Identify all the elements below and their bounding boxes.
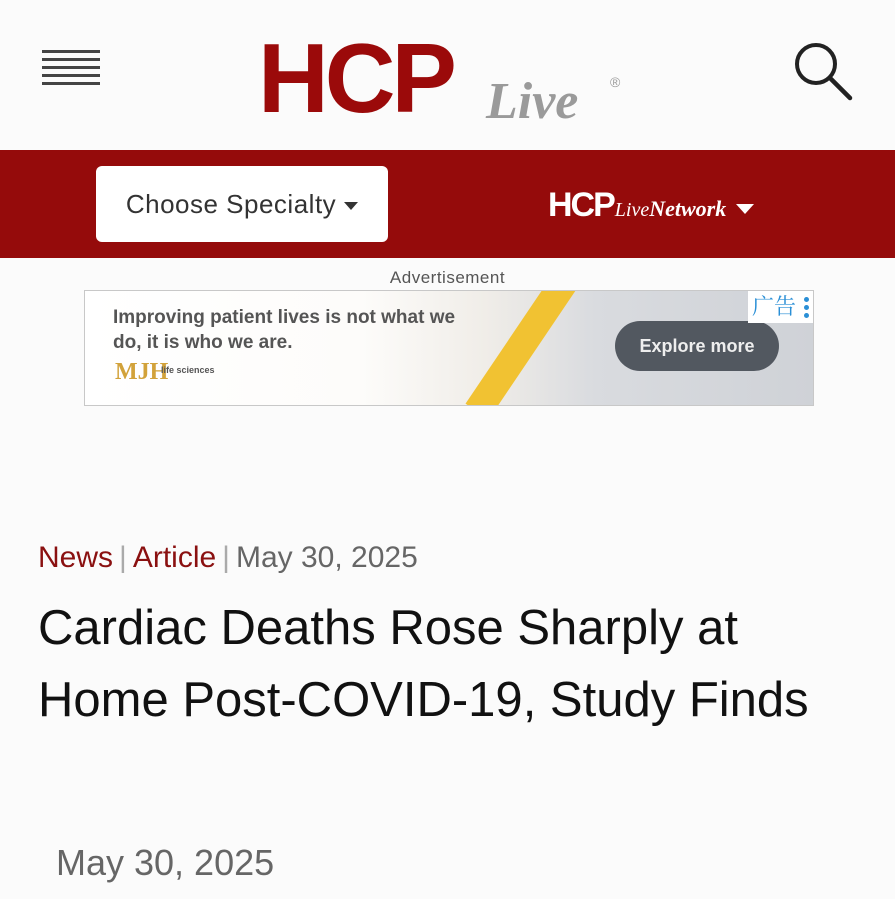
logo-registered-mark: ®: [610, 74, 621, 90]
choose-specialty-dropdown[interactable]: [96, 166, 388, 242]
specialty-dropdown-label: Choose Specialty: [125, 188, 337, 219]
breadcrumb-news-link[interactable]: News: [38, 541, 114, 574]
site-header: [0, 0, 895, 150]
network-hcp-text: HCP: [548, 186, 614, 224]
ad-decorative-stripe: [466, 290, 579, 406]
logo-live-text: Live: [486, 73, 579, 130]
explore-more-button[interactable]: Explore more: [615, 321, 779, 371]
network-live-text: Live: [614, 199, 650, 221]
logo-hcp-text: HCP: [258, 23, 453, 133]
hcplive-network-menu[interactable]: [548, 186, 754, 226]
chevron-down-icon: [344, 202, 358, 210]
ad-brand-subtitle: life sciences: [161, 365, 215, 375]
chevron-down-icon: [736, 204, 754, 214]
ad-choice-label: 广告: [751, 294, 796, 319]
ad-choices-badge[interactable]: [748, 291, 813, 323]
publication-date: May 30, 2025: [56, 842, 275, 883]
hcplive-logo[interactable]: [258, 23, 658, 133]
more-options-icon[interactable]: [804, 297, 809, 318]
breadcrumb-separator: |: [119, 541, 127, 574]
navigation-bar: [0, 150, 895, 258]
advertisement-banner[interactable]: [84, 290, 814, 406]
article-breadcrumb: [38, 540, 418, 576]
ad-brand-logo: MJH: [115, 359, 169, 385]
article-title: Cardiac Deaths Rose Sharply at Home Post-COVID-19, Study Finds: [38, 601, 809, 727]
breadcrumb-separator: |: [222, 541, 230, 574]
hamburger-menu-icon[interactable]: [42, 50, 100, 90]
network-label-text: Network: [649, 196, 727, 221]
breadcrumb-date: May 30, 2025: [235, 541, 418, 574]
advertisement-label: Advertisement: [389, 268, 506, 287]
breadcrumb-article-link[interactable]: Article: [132, 541, 217, 574]
search-icon[interactable]: [790, 38, 854, 102]
ad-headline: Improving patient lives is not what we do, it is who we are.: [113, 307, 456, 353]
